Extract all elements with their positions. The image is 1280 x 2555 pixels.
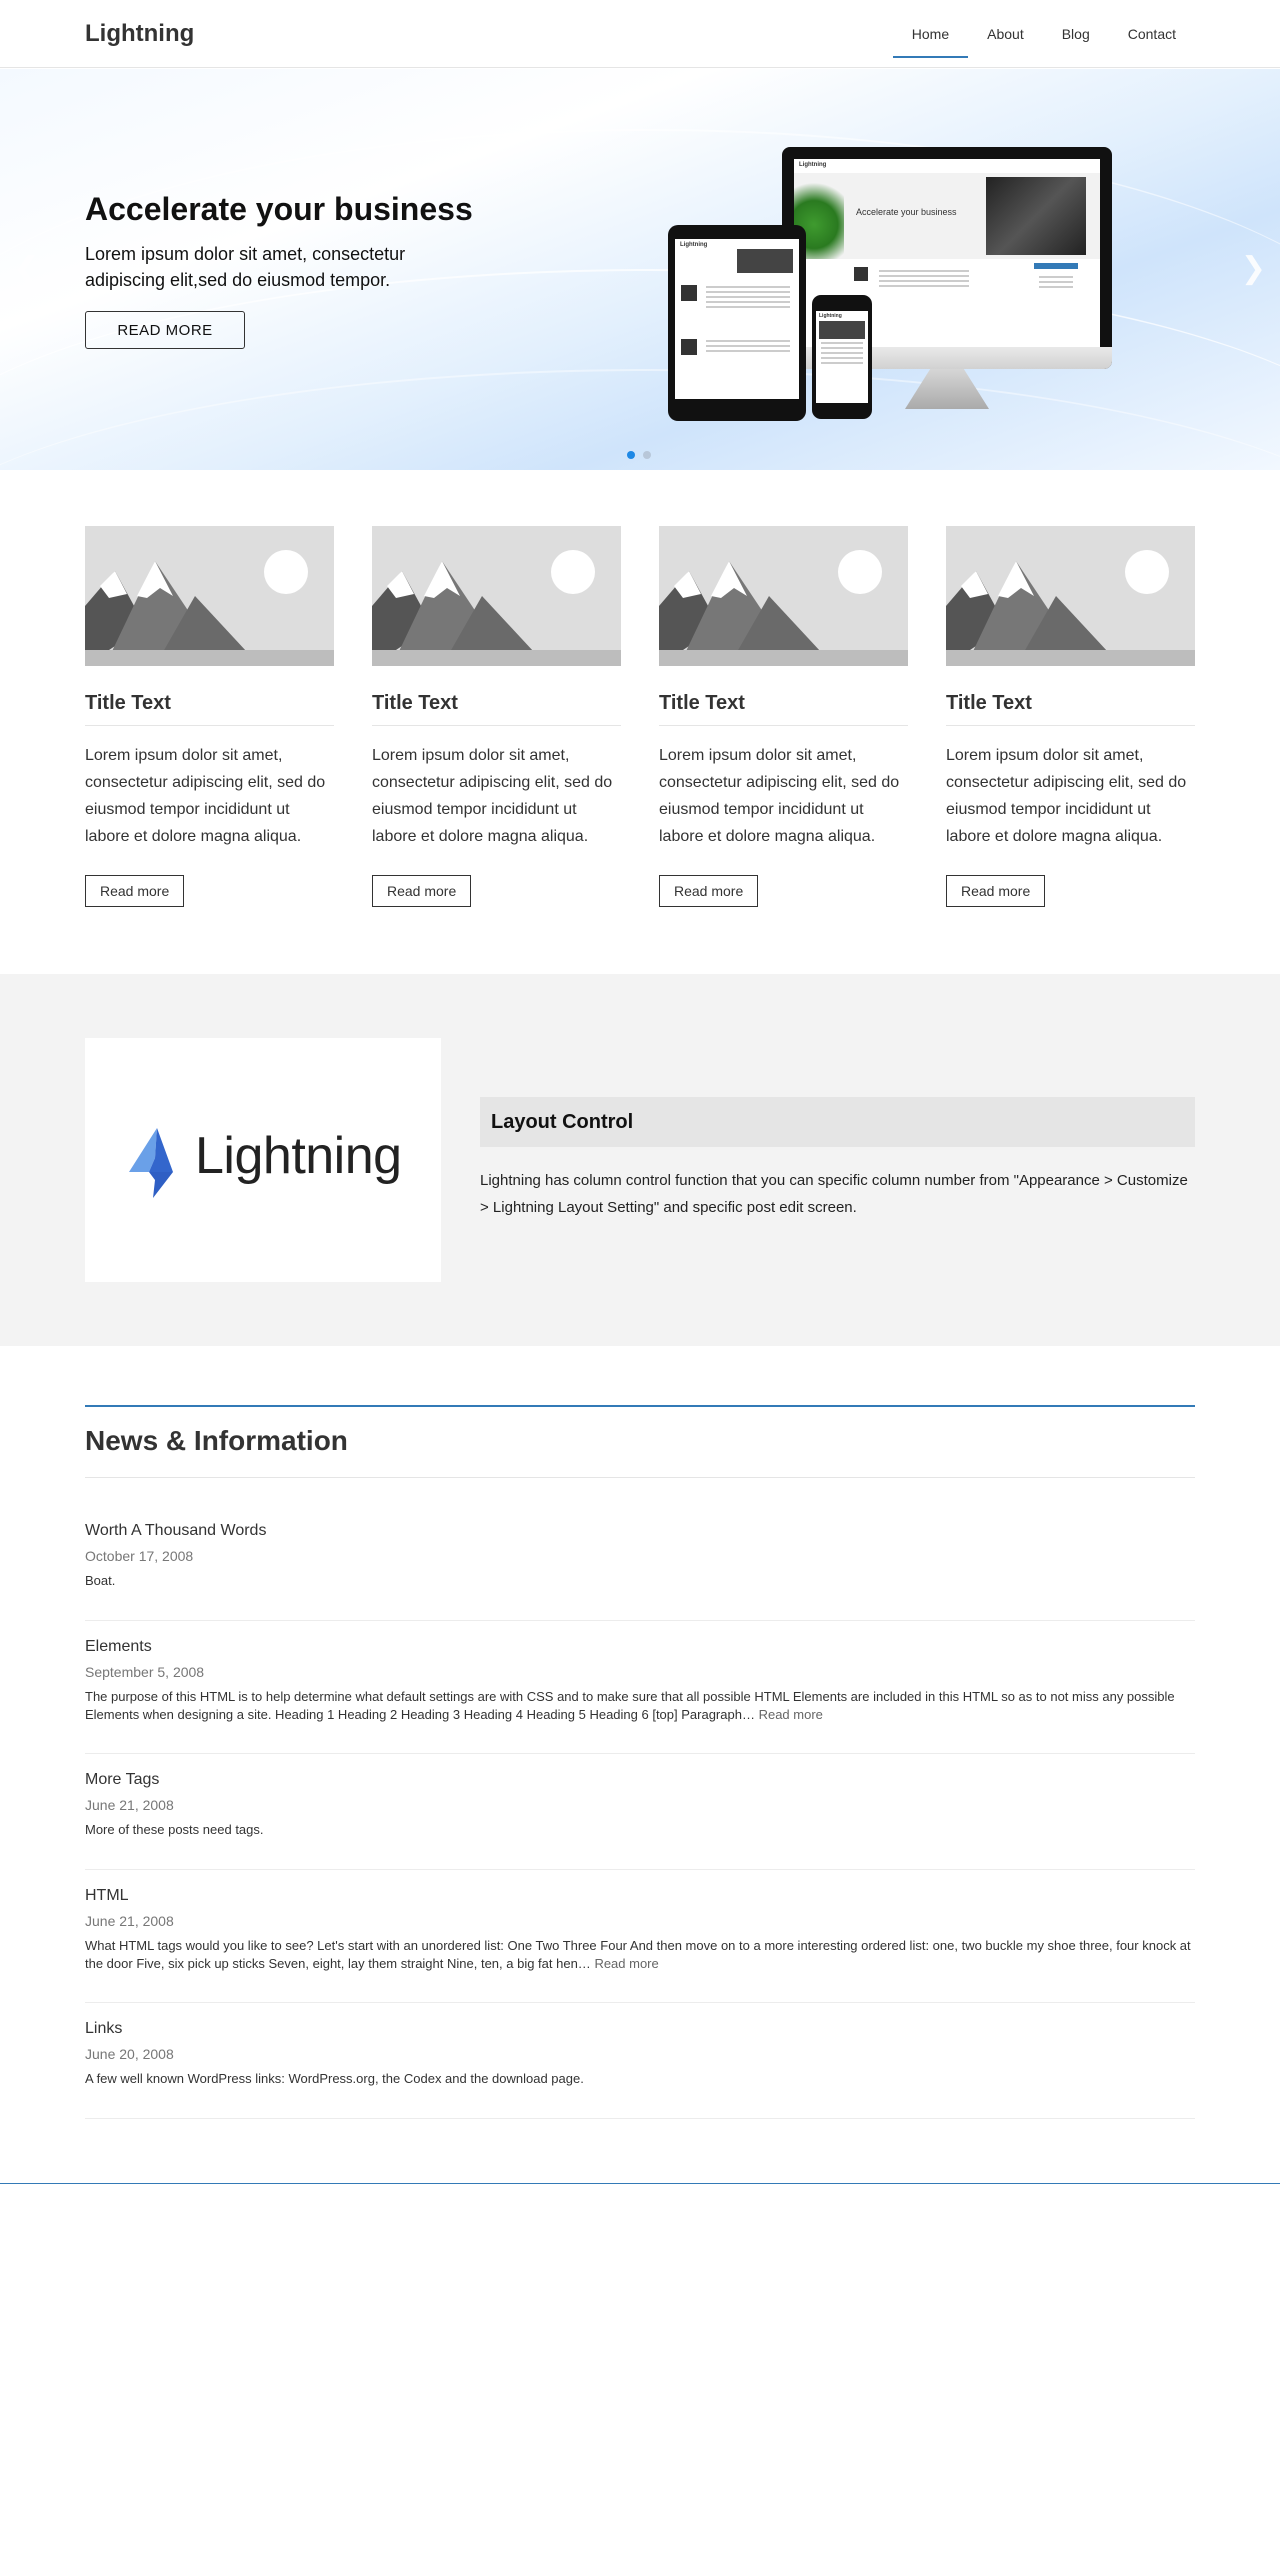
news-read-more-link[interactable]: Read more <box>594 1956 659 1971</box>
nav-item-blog[interactable]: Blog <box>1061 26 1090 42</box>
news-item-excerpt: More of these posts need tags. <box>85 1822 264 1837</box>
card-title: Title Text <box>659 692 908 726</box>
news-read-more-link[interactable]: Read more <box>758 1707 823 1722</box>
news-item-date: June 21, 2008 <box>85 1797 174 1813</box>
slider-prev-arrow-icon[interactable]: ❮ <box>14 252 40 285</box>
card-read-more-button[interactable]: Read more <box>85 875 184 907</box>
thumb-image <box>854 267 868 281</box>
monitor-screen-brand: Lightning <box>799 162 827 168</box>
news-list-item <box>85 2020 1195 2119</box>
tablet-banner-image <box>737 249 793 273</box>
news-item-title[interactable]: HTML <box>85 1887 129 1904</box>
tablet-screen <box>675 239 799 399</box>
card-title: Title Text <box>946 692 1195 726</box>
tablet-screen-brand: Lightning <box>680 242 708 248</box>
phone-screen <box>816 311 868 403</box>
placeholder-image <box>85 526 334 666</box>
mountains-icon <box>85 526 334 666</box>
site-header <box>0 0 1280 68</box>
card-read-more-button[interactable]: Read more <box>946 875 1045 907</box>
slider-dot-2[interactable] <box>643 451 651 459</box>
phone-screen-brand: Lightning <box>819 313 842 319</box>
footer-divider <box>0 2183 1280 2184</box>
mountains-icon <box>946 526 1195 666</box>
slider-dot-1[interactable] <box>627 451 635 459</box>
nav-item-home[interactable]: Home <box>893 0 968 58</box>
card-title: Title Text <box>372 692 621 726</box>
keyboard-image <box>986 177 1086 255</box>
text-lines <box>874 267 974 290</box>
card-read-more-button[interactable]: Read more <box>659 875 758 907</box>
layout-control-section <box>0 974 1280 1346</box>
slider-next-arrow-icon[interactable]: ❯ <box>1240 252 1266 285</box>
phone-banner-image <box>819 321 865 339</box>
news-item-title[interactable]: Links <box>85 2020 123 2037</box>
news-item-excerpt: The purpose of this HTML is to help determine what default settings are with CSS and to make sure that all possible HTML Elements are included in this HTML so as to not miss any possible Elements when designing a site. Heading 1 Heading 2 Heading 3 Heading 4 Heading 5 Heading 6 [top] Paragraph… <box>85 1689 1175 1722</box>
card-read-more-button[interactable]: Read more <box>372 875 471 907</box>
hero-text: Lorem ipsum dolor sit amet, consectetur adipiscing elit,sed do eiusmod tempor. <box>85 244 406 290</box>
lightning-bolt-icon <box>129 1128 179 1198</box>
tablet-thumb-image <box>681 339 697 355</box>
card-text: Lorem ipsum dolor sit amet, consectetur adipiscing elit, sed do eiusmod tempor incididunt ut labore et dolore magna aliqua. <box>946 747 1187 845</box>
news-item-date: June 20, 2008 <box>85 2046 174 2062</box>
mountains-icon <box>659 526 908 666</box>
news-list-item <box>85 1771 1195 1870</box>
phone-image <box>812 295 872 419</box>
news-item-date: June 21, 2008 <box>85 1913 174 1929</box>
news-item-excerpt: Boat. <box>85 1573 116 1588</box>
news-list-item <box>85 1522 1195 1621</box>
news-item-excerpt: What HTML tags would you like to see? Let's start with an unordered list: One Two Three Four And then move on to a more interesting ordered list: one, two buckle my shoe three, four knock at the door Five, six pick up sticks Seven, eight, lay them straight Nine, ten, a big fat hen… <box>85 1938 1191 1971</box>
news-item-excerpt: A few well known WordPress links: WordPress.org, the Codex and the download page. <box>85 2071 584 2086</box>
nav-item-about[interactable]: About <box>987 26 1024 42</box>
layout-control-title: Layout Control <box>480 1097 1195 1147</box>
feature-card <box>85 526 334 907</box>
card-text: Lorem ipsum dolor sit amet, consectetur adipiscing elit, sed do eiusmod tempor incididunt ut labore et dolore magna aliqua. <box>372 747 613 845</box>
monitor-screen-banner <box>794 173 1100 259</box>
main-nav <box>893 0 1195 68</box>
site-logo[interactable]: Lightning <box>85 20 195 47</box>
placeholder-image <box>372 526 621 666</box>
hero-title: Accelerate your business <box>85 191 473 227</box>
news-item-title[interactable]: Worth A Thousand Words <box>85 1522 267 1539</box>
news-section-title: News & Information <box>85 1405 1195 1478</box>
news-item-date: September 5, 2008 <box>85 1664 205 1680</box>
hero-read-more-button[interactable]: READ MORE <box>85 311 245 349</box>
tablet-lines <box>701 337 795 355</box>
placeholder-image <box>946 526 1195 666</box>
lightning-logo-text: Lightning <box>195 1127 402 1185</box>
news-item-title[interactable]: Elements <box>85 1638 152 1655</box>
feature-card <box>659 526 908 907</box>
news-item-title[interactable]: More Tags <box>85 1771 160 1788</box>
layout-control-text: Lightning has column control function that you can specific column number from "Appearance > Customize > Lightning Layout Setting" and specific post edit screen. <box>480 1172 1188 1216</box>
card-text: Lorem ipsum dolor sit amet, consectetur adipiscing elit, sed do eiusmod tempor incididunt ut labore et dolore magna aliqua. <box>85 747 326 845</box>
tablet-lines <box>701 283 795 311</box>
feature-card <box>946 526 1195 907</box>
slider-dots <box>627 451 651 459</box>
card-title: Title Text <box>85 692 334 726</box>
monitor-screen-heading: Accelerate your business <box>856 207 957 217</box>
sidebar-lines <box>1034 273 1078 291</box>
placeholder-image <box>659 526 908 666</box>
news-list-item <box>85 1887 1195 2003</box>
news-item-date: October 17, 2008 <box>85 1548 194 1564</box>
feature-card <box>372 526 621 907</box>
nav-item-contact[interactable]: Contact <box>1127 26 1176 42</box>
news-item-excerpt-block <box>85 1937 1195 1973</box>
mini-button <box>1034 263 1078 269</box>
tablet-thumb-image <box>681 285 697 301</box>
lightning-logo-box <box>85 1038 441 1282</box>
mountains-icon <box>372 526 621 666</box>
card-text: Lorem ipsum dolor sit amet, consectetur adipiscing elit, sed do eiusmod tempor incididunt ut labore et dolore magna aliqua. <box>659 747 900 845</box>
news-list-item <box>85 1638 1195 1754</box>
hero-slider <box>0 69 1280 470</box>
news-item-excerpt-block <box>85 1688 1195 1724</box>
tablet-image <box>668 225 806 421</box>
